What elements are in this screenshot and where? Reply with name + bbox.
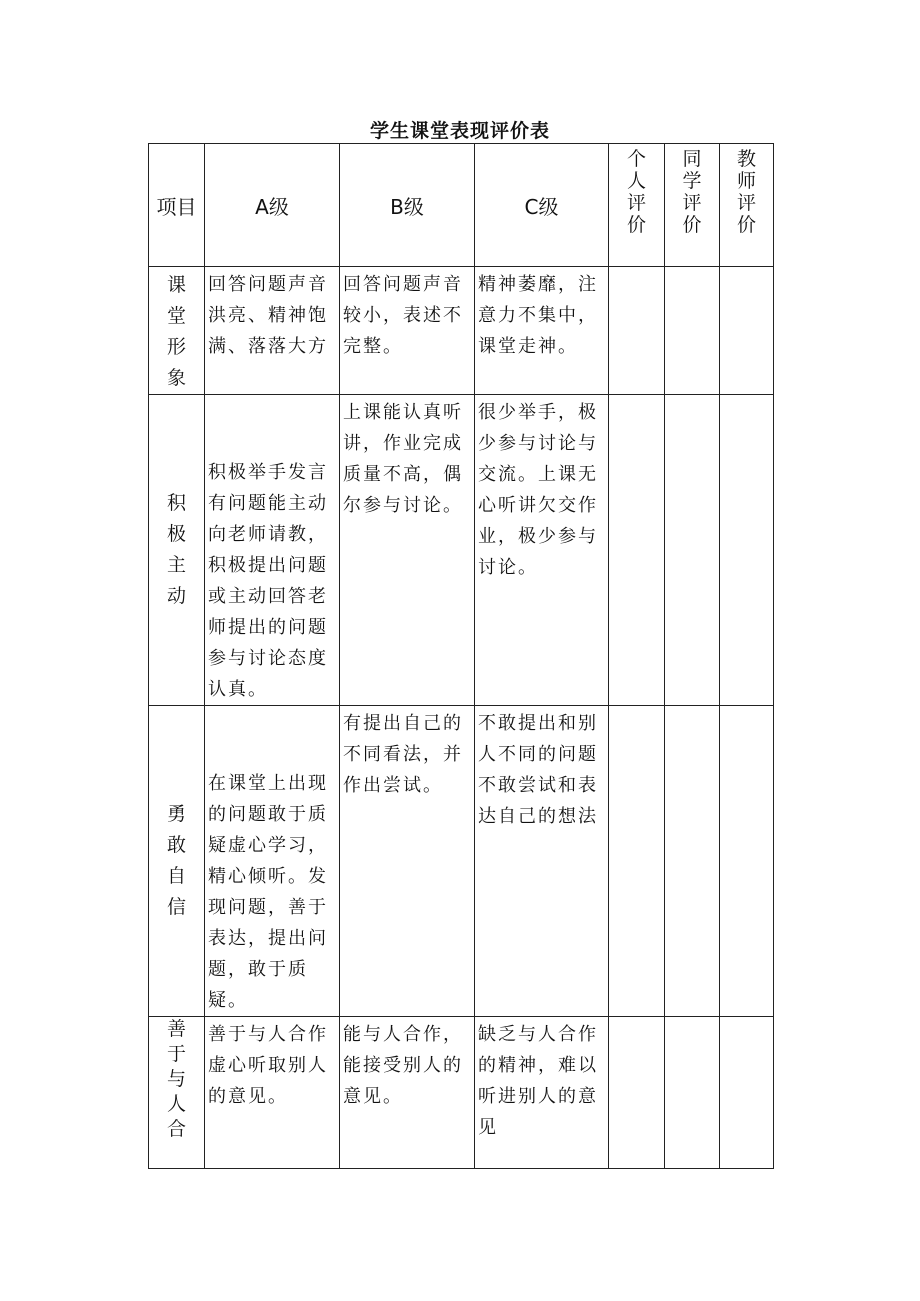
self-eval-cell[interactable] bbox=[609, 395, 665, 706]
header-c-level: C级 bbox=[475, 144, 609, 267]
item-cell: 积极主动 bbox=[149, 395, 205, 706]
table-row bbox=[149, 1017, 774, 1169]
header-b-level: B级 bbox=[340, 144, 475, 267]
a-level-cell: 在课堂上出现的问题敢于质疑虚心学习，精心倾听。发现问题，善于表达，提出问题，敢于质疑。 bbox=[205, 706, 340, 1017]
header-peer-eval: 同学评价 bbox=[665, 144, 720, 267]
c-level-cell: 缺乏与人合作的精神，难以听进别人的意见 bbox=[475, 1017, 609, 1169]
peer-eval-cell[interactable] bbox=[665, 267, 720, 395]
table-row bbox=[149, 395, 774, 706]
self-eval-cell[interactable] bbox=[609, 706, 665, 1017]
self-eval-cell[interactable] bbox=[609, 1017, 665, 1169]
evaluation-table bbox=[148, 143, 774, 1169]
item-cell: 善于与人合 bbox=[149, 1017, 205, 1169]
peer-eval-cell[interactable] bbox=[665, 395, 720, 706]
a-level-cell: 善于与人合作虚心听取别人的意见。 bbox=[205, 1017, 340, 1169]
header-self-eval: 个人评价 bbox=[609, 144, 665, 267]
a-level-cell: 积极举手发言有问题能主动向老师请教，积极提出问题或主动回答老师提出的问题参与讨论态度认真。 bbox=[205, 395, 340, 706]
table-row bbox=[149, 706, 774, 1017]
c-level-cell: 很少举手，极少参与讨论与交流。上课无心听讲欠交作业，极少参与讨论。 bbox=[475, 395, 609, 706]
page-title: 学生课堂表现评价表 bbox=[369, 120, 550, 142]
teacher-eval-cell[interactable] bbox=[720, 706, 774, 1017]
c-level-cell: 精神萎靡，注意力不集中，课堂走神。 bbox=[475, 267, 609, 395]
header-item: 项目 bbox=[149, 144, 205, 267]
self-eval-cell[interactable] bbox=[609, 267, 665, 395]
b-level-cell: 回答问题声音较小，表述不完整。 bbox=[340, 267, 475, 395]
teacher-eval-cell[interactable] bbox=[720, 267, 774, 395]
item-cell: 勇敢自信 bbox=[149, 706, 205, 1017]
item-cell: 课堂形象 bbox=[149, 267, 205, 395]
a-level-cell: 回答问题声音洪亮、精神饱满、落落大方 bbox=[205, 267, 340, 395]
peer-eval-cell[interactable] bbox=[665, 1017, 720, 1169]
header-teacher-eval: 教师评价 bbox=[720, 144, 774, 267]
teacher-eval-cell[interactable] bbox=[720, 1017, 774, 1169]
table-row bbox=[149, 267, 774, 395]
teacher-eval-cell[interactable] bbox=[720, 395, 774, 706]
c-level-cell: 不敢提出和别人不同的问题不敢尝试和表达自己的想法 bbox=[475, 706, 609, 1017]
header-a-level: A级 bbox=[205, 144, 340, 267]
b-level-cell: 能与人合作，能接受别人的意见。 bbox=[340, 1017, 475, 1169]
peer-eval-cell[interactable] bbox=[665, 706, 720, 1017]
b-level-cell: 上课能认真听讲，作业完成质量不高，偶尔参与讨论。 bbox=[340, 395, 475, 706]
b-level-cell: 有提出自己的不同看法，并作出尝试。 bbox=[340, 706, 475, 1017]
header-row bbox=[149, 144, 774, 267]
